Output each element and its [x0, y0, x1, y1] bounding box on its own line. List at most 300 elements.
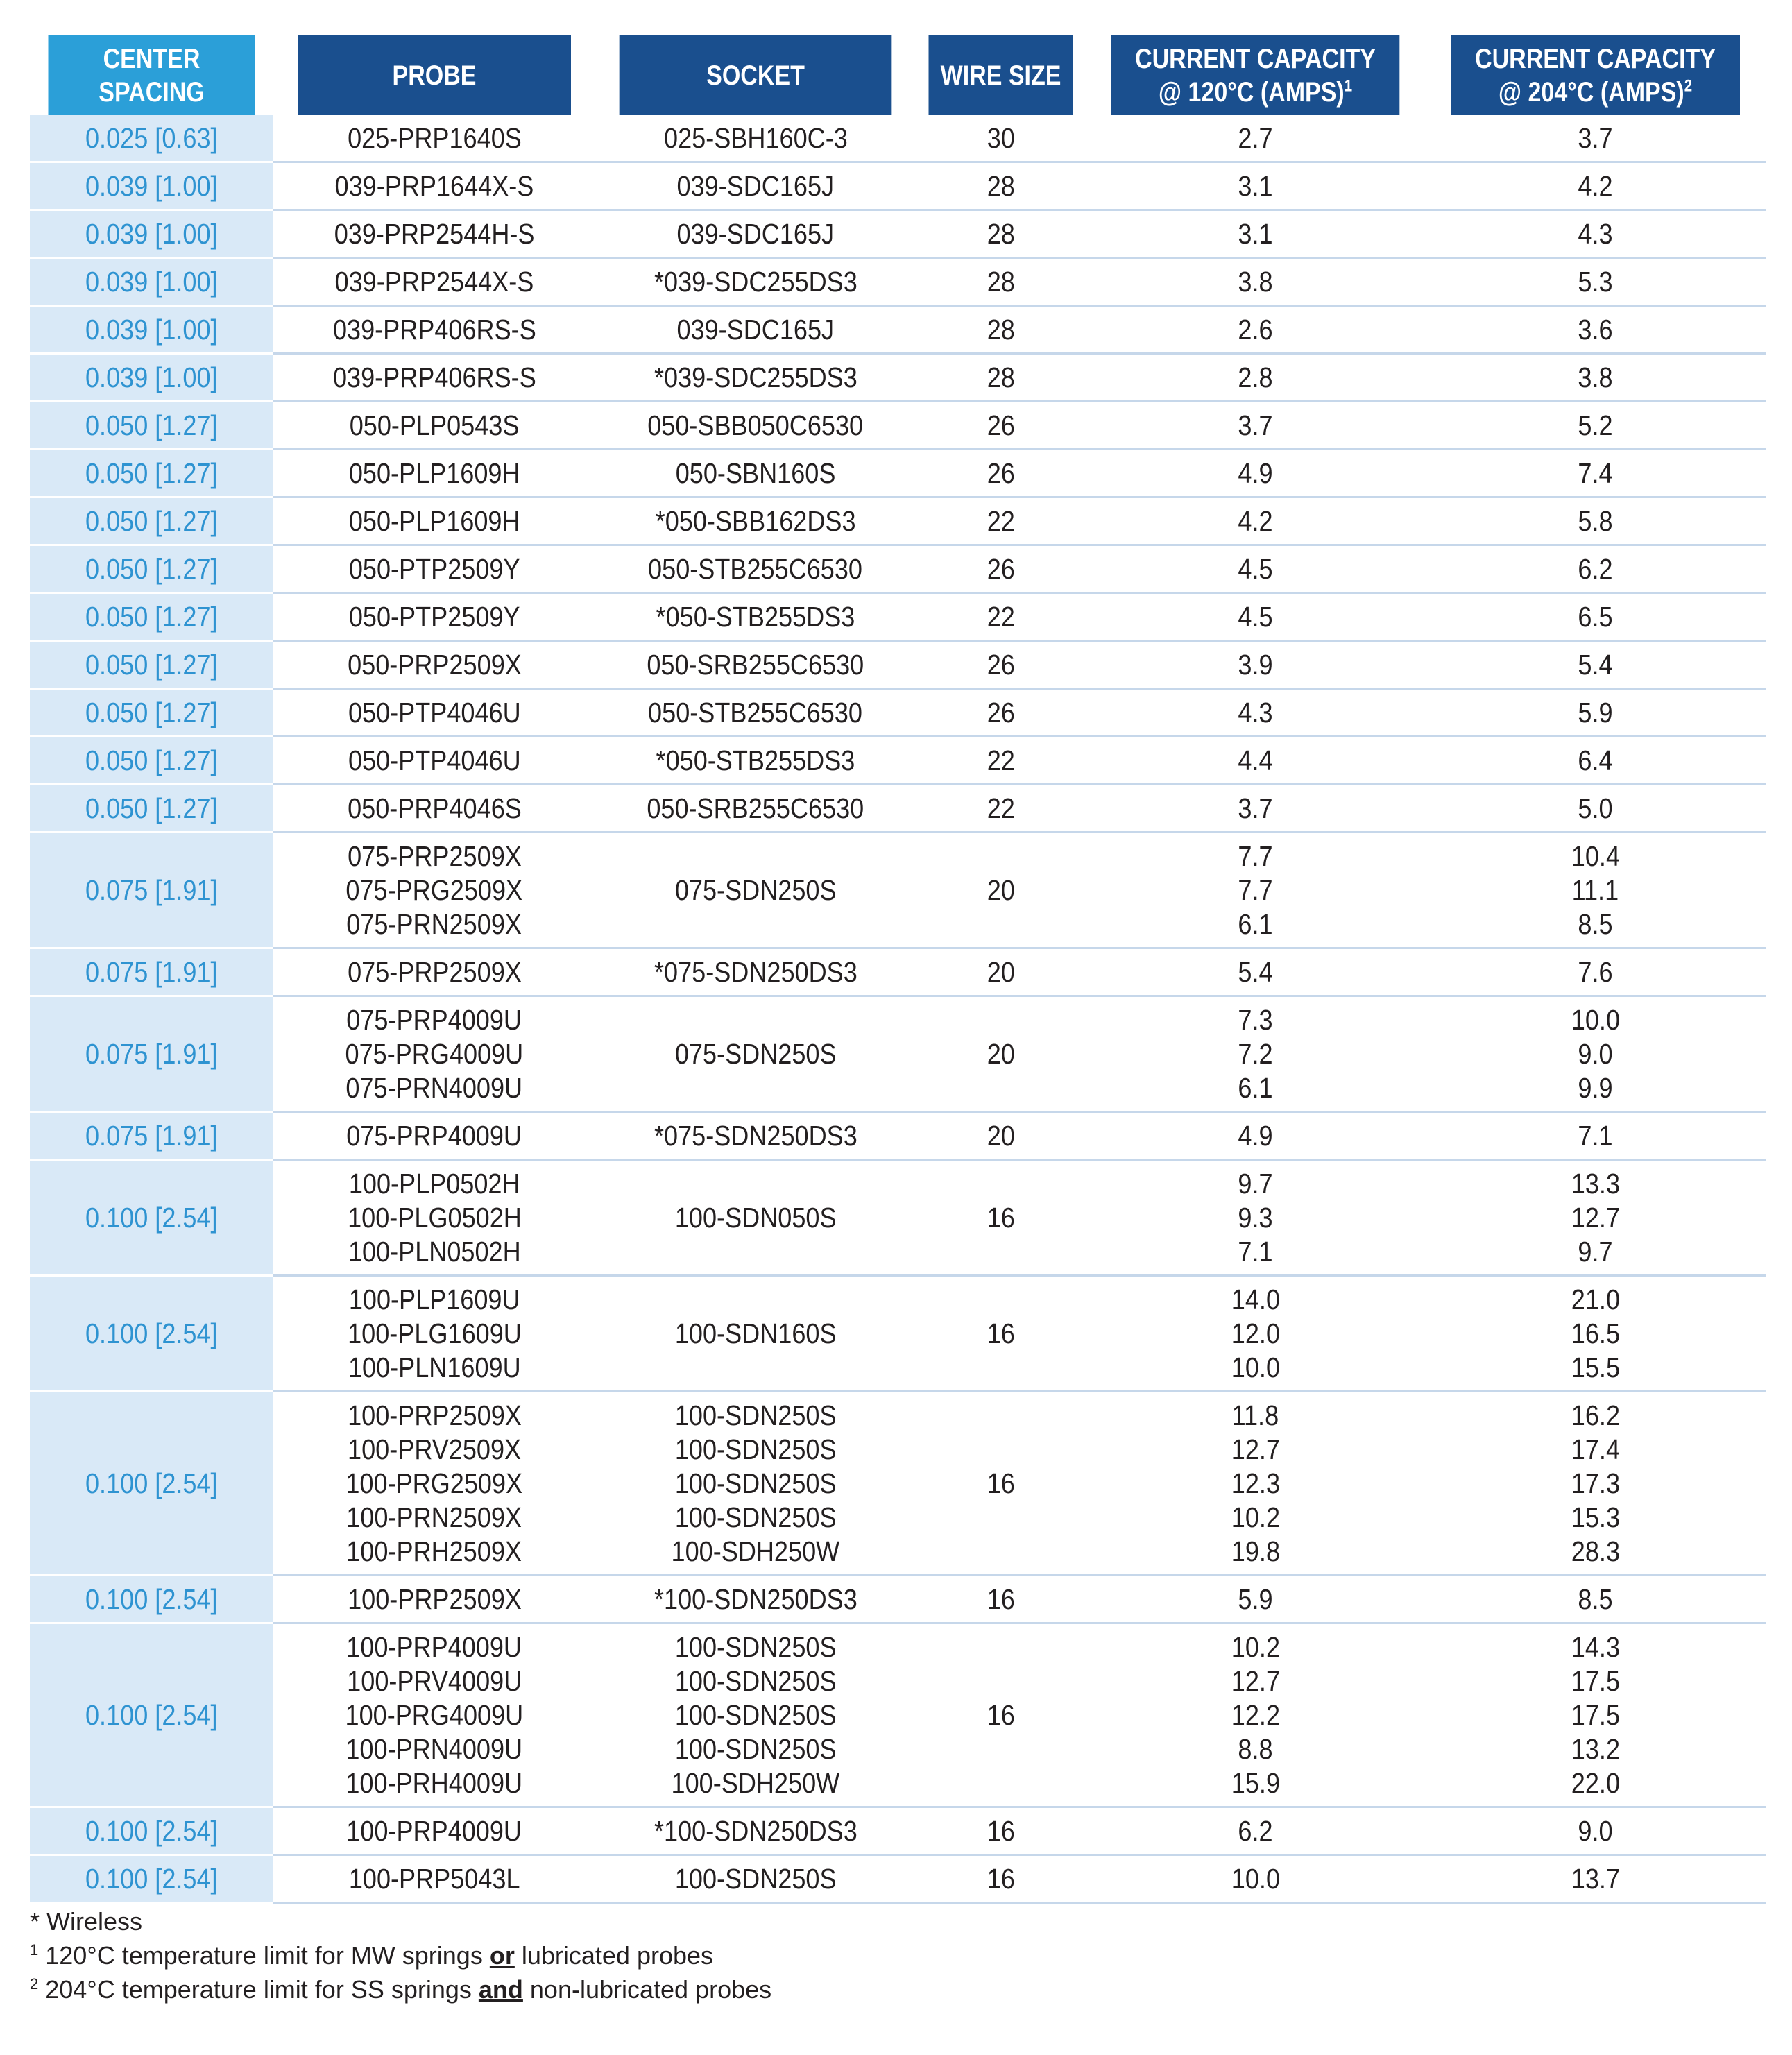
cell-socket — [595, 641, 916, 689]
cell-center-spacing-text: 0.075 [1.91] — [85, 874, 218, 906]
table-body — [30, 115, 1766, 1903]
cell-capacity-204-line — [1425, 839, 1766, 873]
cell-capacity-204-text: 5.4 — [1578, 649, 1613, 681]
cell-socket-text: 100-SDN250S — [674, 1863, 837, 1895]
cell-capacity-204 — [1425, 1392, 1766, 1576]
table-row — [30, 450, 1766, 497]
cell-probe-line — [273, 169, 595, 203]
cell-socket — [595, 306, 916, 354]
cell-capacity-120-line — [1086, 1698, 1425, 1732]
cell-socket-line — [595, 600, 916, 634]
cell-wire-size — [916, 115, 1086, 162]
cell-capacity-204-line — [1425, 1630, 1766, 1664]
cell-capacity-120 — [1086, 306, 1425, 354]
cell-capacity-120-text: 9.7 — [1238, 1168, 1273, 1200]
cell-capacity-204-line — [1425, 1698, 1766, 1732]
table-header — [30, 35, 1766, 115]
cell-center-spacing-text: 0.075 [1.91] — [85, 1038, 218, 1070]
cell-capacity-120-text: 7.7 — [1238, 874, 1273, 906]
cell-probe-text: 075-PRG2509X — [345, 874, 523, 906]
cell-probe-text: 100-PRH4009U — [345, 1767, 523, 1799]
cell-socket-text: *075-SDN250DS3 — [654, 956, 857, 988]
cell-capacity-204-line — [1425, 504, 1766, 538]
cell-probe-text: 100-PLP0502H — [348, 1168, 520, 1200]
cell-capacity-204-line — [1425, 1317, 1766, 1351]
table-row — [30, 1112, 1766, 1160]
cell-probe-text: 100-PRP5043L — [348, 1863, 520, 1895]
cell-capacity-120-text: 12.0 — [1231, 1318, 1280, 1349]
cell-capacity-120-line — [1086, 409, 1425, 443]
cell-socket — [595, 996, 916, 1112]
cell-capacity-204 — [1425, 737, 1766, 785]
cell-probe-line — [273, 1583, 595, 1617]
cell-capacity-204-line — [1425, 457, 1766, 491]
cell-capacity-120 — [1086, 545, 1425, 593]
cell-capacity-120 — [1086, 258, 1425, 306]
cell-center-spacing — [30, 833, 273, 948]
cell-socket-line — [595, 1317, 916, 1351]
cell-capacity-120-text: 19.8 — [1231, 1535, 1280, 1567]
cell-probe — [273, 1855, 595, 1903]
cell-probe — [273, 1807, 595, 1855]
cell-capacity-120-text: 4.5 — [1238, 553, 1273, 585]
cell-socket — [595, 593, 916, 641]
cell-socket — [595, 258, 916, 306]
cell-center-spacing-text: 0.100 [2.54] — [85, 1318, 218, 1349]
cell-capacity-120 — [1086, 948, 1425, 996]
cell-wire-size-text: 28 — [987, 314, 1015, 346]
cell-wire-size-text: 26 — [987, 697, 1015, 728]
cell-capacity-204-line — [1425, 409, 1766, 443]
cell-wire-size — [916, 545, 1086, 593]
cell-probe-text: 050-PLP1609H — [348, 457, 520, 489]
cell-wire-size — [916, 1855, 1086, 1903]
cell-capacity-204-text: 28.3 — [1571, 1535, 1620, 1567]
cell-capacity-204 — [1425, 641, 1766, 689]
cell-capacity-120-line — [1086, 744, 1425, 778]
cell-capacity-204-text: 3.6 — [1578, 314, 1613, 346]
table-row — [30, 162, 1766, 210]
cell-wire-size — [916, 785, 1086, 833]
cell-capacity-120-line — [1086, 792, 1425, 826]
cell-probe-line — [273, 409, 595, 443]
cell-probe-text: 100-PLG0502H — [347, 1202, 522, 1234]
cell-probe — [273, 497, 595, 545]
cell-capacity-120-line — [1086, 1003, 1425, 1037]
cell-center-spacing-text: 0.050 [1.27] — [85, 792, 218, 824]
cell-center-spacing-text: 0.050 [1.27] — [85, 649, 218, 681]
cell-capacity-204-text: 11.1 — [1571, 874, 1619, 906]
cell-socket — [595, 1112, 916, 1160]
cell-probe-line — [273, 1119, 595, 1153]
cell-capacity-204 — [1425, 593, 1766, 641]
cell-probe-line — [273, 1732, 595, 1766]
cell-capacity-120 — [1086, 1623, 1425, 1807]
cell-center-spacing-text: 0.100 [2.54] — [85, 1699, 218, 1731]
cell-center-spacing — [30, 1160, 273, 1276]
cell-probe-line — [273, 839, 595, 873]
cell-probe-text: 100-PRH2509X — [346, 1535, 522, 1567]
cell-probe-line — [273, 1698, 595, 1732]
cell-socket — [595, 402, 916, 450]
cell-capacity-120-line — [1086, 648, 1425, 682]
cell-capacity-120-line — [1086, 1317, 1425, 1351]
cell-center-spacing-text: 0.075 [1.91] — [85, 956, 218, 988]
cell-socket-text: *050-STB255DS3 — [656, 744, 855, 776]
cell-socket-line — [595, 1630, 916, 1664]
cell-socket-line — [595, 696, 916, 730]
cell-capacity-120-line — [1086, 1814, 1425, 1848]
table-row — [30, 1807, 1766, 1855]
cell-probe-text: 100-PLN1609U — [348, 1351, 521, 1383]
cell-probe — [273, 402, 595, 450]
cell-capacity-204 — [1425, 545, 1766, 593]
cell-capacity-120-line — [1086, 696, 1425, 730]
cell-capacity-120-text: 14.0 — [1231, 1284, 1280, 1315]
cell-probe-line — [273, 1862, 595, 1896]
cell-capacity-120-text: 12.3 — [1231, 1467, 1280, 1499]
cell-capacity-204 — [1425, 162, 1766, 210]
cell-capacity-120 — [1086, 833, 1425, 948]
cell-probe — [273, 737, 595, 785]
cell-capacity-204-text: 22.0 — [1571, 1767, 1620, 1799]
cell-capacity-120-text: 7.2 — [1238, 1038, 1273, 1070]
cell-wire-size-text: 28 — [987, 170, 1015, 202]
cell-center-spacing — [30, 1112, 273, 1160]
cell-wire-size — [916, 641, 1086, 689]
cell-socket-line — [595, 217, 916, 251]
cell-capacity-204 — [1425, 948, 1766, 996]
table-row — [30, 258, 1766, 306]
cell-capacity-120-line — [1086, 217, 1425, 251]
cell-probe-line — [273, 1501, 595, 1535]
cell-capacity-204-line — [1425, 792, 1766, 826]
cell-center-spacing — [30, 1276, 273, 1392]
cell-wire-size-text: 28 — [987, 266, 1015, 298]
note-footnote-2: $^2$ 204°C temperature limit for SS springs and non-lubricated probes — [30, 1975, 772, 2004]
cell-probe-text: 100-PRP2509X — [347, 1399, 522, 1431]
cell-probe-line — [273, 1071, 595, 1105]
cell-socket-line — [595, 504, 916, 538]
cell-capacity-120-line — [1086, 361, 1425, 395]
cell-wire-size-text: 26 — [987, 553, 1015, 585]
cell-capacity-204-text: 9.7 — [1578, 1236, 1613, 1268]
cell-socket-line — [595, 1535, 916, 1569]
cell-capacity-204-text: 16.5 — [1571, 1318, 1620, 1349]
cell-capacity-204-text: 5.9 — [1578, 697, 1613, 728]
cell-socket-text: 100-SDN250S — [674, 1665, 837, 1697]
cell-capacity-204-line — [1425, 907, 1766, 941]
cell-wire-size — [916, 833, 1086, 948]
cell-capacity-120-line — [1086, 955, 1425, 989]
cell-center-spacing-text: 0.039 [1.00] — [85, 361, 218, 393]
cell-capacity-204-line — [1425, 744, 1766, 778]
cell-capacity-204-line — [1425, 873, 1766, 907]
cell-capacity-204-line — [1425, 169, 1766, 203]
cell-capacity-204-line — [1425, 1766, 1766, 1800]
cell-wire-size — [916, 996, 1086, 1112]
cell-capacity-204-line — [1425, 1283, 1766, 1317]
cell-capacity-204-line — [1425, 1814, 1766, 1848]
cell-capacity-120 — [1086, 162, 1425, 210]
cell-capacity-204-line — [1425, 1501, 1766, 1535]
cell-capacity-120 — [1086, 1807, 1425, 1855]
cell-center-spacing-text: 0.100 [2.54] — [85, 1583, 218, 1615]
cell-capacity-120 — [1086, 1392, 1425, 1576]
cell-capacity-204-text: 15.5 — [1571, 1351, 1620, 1383]
cell-socket-text: 100-SDN250S — [674, 1433, 837, 1465]
cell-capacity-204 — [1425, 450, 1766, 497]
cell-wire-size-text: 16 — [987, 1583, 1015, 1615]
cell-center-spacing-text: 0.050 [1.27] — [85, 505, 218, 537]
cell-capacity-120-text: 5.9 — [1238, 1583, 1273, 1615]
cell-center-spacing — [30, 641, 273, 689]
cell-capacity-120-line — [1086, 1037, 1425, 1071]
cell-capacity-204 — [1425, 996, 1766, 1112]
cell-center-spacing — [30, 1576, 273, 1623]
cell-center-spacing — [30, 354, 273, 402]
header-socket: SOCKET — [620, 35, 892, 115]
cell-probe-line — [273, 265, 595, 299]
cell-wire-size — [916, 1112, 1086, 1160]
cell-capacity-120-line — [1086, 1433, 1425, 1467]
cell-probe — [273, 306, 595, 354]
cell-wire-size-text: 22 — [987, 792, 1015, 824]
cell-capacity-204-text: 6.2 — [1578, 553, 1613, 585]
cell-capacity-120-line — [1086, 1351, 1425, 1385]
cell-socket-line — [595, 169, 916, 203]
cell-socket — [595, 210, 916, 258]
cell-capacity-204-text: 12.7 — [1571, 1202, 1620, 1234]
cell-probe-line — [273, 1399, 595, 1433]
cell-center-spacing-text: 0.050 [1.27] — [85, 457, 218, 489]
cell-capacity-204-text: 5.8 — [1578, 505, 1613, 537]
table-row — [30, 402, 1766, 450]
cell-socket-text: 100-SDH250W — [671, 1535, 840, 1567]
cell-capacity-204 — [1425, 689, 1766, 737]
cell-capacity-204 — [1425, 1855, 1766, 1903]
cell-probe-text: 050-PTP4046U — [348, 744, 521, 776]
cell-wire-size-text: 16 — [987, 1318, 1015, 1349]
cell-socket-line — [595, 1467, 916, 1501]
cell-socket-line — [595, 1399, 916, 1433]
header-row — [30, 35, 1766, 115]
footnotes — [30, 1904, 1001, 2006]
cell-socket-line — [595, 1814, 916, 1848]
cell-capacity-120-text: 10.2 — [1231, 1501, 1280, 1533]
cell-center-spacing — [30, 785, 273, 833]
cell-capacity-120-line — [1086, 1235, 1425, 1269]
cell-socket — [595, 115, 916, 162]
header-probe: PROBE — [298, 35, 571, 115]
cell-capacity-120-text: 3.1 — [1238, 218, 1273, 250]
cell-capacity-120 — [1086, 785, 1425, 833]
cell-socket-line — [595, 1201, 916, 1235]
cell-capacity-120-text: 10.2 — [1231, 1631, 1280, 1663]
cell-capacity-204-line — [1425, 1119, 1766, 1153]
current-capacity-table — [30, 35, 1766, 1904]
cell-probe-line — [273, 1630, 595, 1664]
cell-capacity-204-line — [1425, 1535, 1766, 1569]
cell-probe-line — [273, 1664, 595, 1698]
cell-capacity-204-text: 17.3 — [1571, 1467, 1620, 1499]
cell-capacity-120-text: 3.7 — [1238, 792, 1273, 824]
cell-capacity-120-line — [1086, 839, 1425, 873]
cell-center-spacing — [30, 545, 273, 593]
cell-probe-line — [273, 121, 595, 155]
cell-capacity-204 — [1425, 402, 1766, 450]
cell-socket-text: 050-SRB255C6530 — [647, 792, 864, 824]
cell-capacity-204-line — [1425, 1664, 1766, 1698]
cell-center-spacing — [30, 115, 273, 162]
cell-probe — [273, 1392, 595, 1576]
cell-socket-text: 100-SDN250S — [674, 1467, 837, 1499]
header-wire-size: WIRE SIZE — [928, 35, 1073, 115]
cell-capacity-120-line — [1086, 169, 1425, 203]
cell-center-spacing-text: 0.039 [1.00] — [85, 314, 218, 346]
cell-wire-size-text: 26 — [987, 457, 1015, 489]
cell-capacity-204-line — [1425, 313, 1766, 347]
cell-socket-text: 100-SDN250S — [674, 1399, 837, 1431]
cell-capacity-120 — [1086, 1276, 1425, 1392]
cell-probe-text: 075-PRP2509X — [347, 840, 522, 872]
cell-probe-line — [273, 1235, 595, 1269]
cell-socket — [595, 354, 916, 402]
cell-probe-text: 050-PTP2509Y — [348, 601, 520, 633]
cell-wire-size — [916, 258, 1086, 306]
cell-capacity-120-text: 4.4 — [1238, 744, 1273, 776]
cell-capacity-120-line — [1086, 504, 1425, 538]
cell-capacity-120-line — [1086, 457, 1425, 491]
cell-capacity-120-text: 3.1 — [1238, 170, 1273, 202]
cell-center-spacing — [30, 450, 273, 497]
cell-capacity-204-line — [1425, 1037, 1766, 1071]
cell-socket-text: 100-SDN250S — [674, 1501, 837, 1533]
cell-capacity-120 — [1086, 402, 1425, 450]
cell-center-spacing — [30, 996, 273, 1112]
table-row — [30, 641, 1766, 689]
cell-probe-text: 039-PRP406RS-S — [332, 314, 536, 346]
cell-wire-size-text: 28 — [987, 218, 1015, 250]
cell-socket-text: 050-STB255C6530 — [648, 553, 863, 585]
cell-probe-line — [273, 1351, 595, 1385]
cell-probe-text: 100-PLN0502H — [348, 1236, 521, 1268]
cell-capacity-204-text: 5.2 — [1578, 409, 1613, 441]
cell-probe-line — [273, 1167, 595, 1201]
note-footnote-1: $^1$ 120°C temperature limit for MW springs or lubricated probes — [30, 1941, 714, 1970]
cell-socket-line — [595, 1119, 916, 1153]
cell-capacity-204-line — [1425, 1433, 1766, 1467]
table-row — [30, 996, 1766, 1112]
cell-center-spacing — [30, 210, 273, 258]
cell-probe-text: 050-PRP4046S — [347, 792, 522, 824]
cell-capacity-204 — [1425, 1807, 1766, 1855]
table-row — [30, 785, 1766, 833]
cell-capacity-204-text: 17.5 — [1571, 1665, 1620, 1697]
cell-socket-text: *039-SDC255DS3 — [654, 266, 857, 298]
cell-capacity-204-text: 8.5 — [1578, 908, 1613, 940]
cell-socket-text: 100-SDH250W — [671, 1767, 840, 1799]
cell-probe — [273, 833, 595, 948]
cell-socket-text: 039-SDC165J — [676, 314, 835, 346]
table-row — [30, 115, 1766, 162]
cell-probe-line — [273, 744, 595, 778]
cell-socket — [595, 948, 916, 996]
cell-capacity-204-text: 8.5 — [1578, 1583, 1613, 1615]
cell-wire-size — [916, 1623, 1086, 1807]
cell-probe-text: 075-PRN4009U — [345, 1072, 523, 1104]
cell-capacity-120-text: 7.1 — [1238, 1236, 1273, 1268]
table-row — [30, 1392, 1766, 1576]
cell-socket-text: 050-STB255C6530 — [648, 697, 863, 728]
cell-capacity-204 — [1425, 497, 1766, 545]
cell-capacity-204-text: 10.4 — [1571, 840, 1620, 872]
cell-probe-line — [273, 1433, 595, 1467]
cell-capacity-204 — [1425, 1276, 1766, 1392]
cell-capacity-120-line — [1086, 600, 1425, 634]
cell-probe-line — [273, 696, 595, 730]
cell-capacity-204-text: 7.4 — [1578, 457, 1613, 489]
cell-probe-text: 100-PRV4009U — [346, 1665, 522, 1697]
cell-wire-size — [916, 593, 1086, 641]
cell-capacity-120 — [1086, 1160, 1425, 1276]
cell-probe-text: 100-PRG4009U — [345, 1699, 524, 1731]
cell-capacity-120 — [1086, 737, 1425, 785]
cell-socket-line — [595, 409, 916, 443]
cell-wire-size-text: 26 — [987, 409, 1015, 441]
table-row — [30, 593, 1766, 641]
cell-capacity-120 — [1086, 996, 1425, 1112]
cell-center-spacing-text: 0.039 [1.00] — [85, 266, 218, 298]
cell-probe-line — [273, 361, 595, 395]
cell-probe-line — [273, 217, 595, 251]
cell-capacity-204-line — [1425, 1071, 1766, 1105]
cell-wire-size — [916, 450, 1086, 497]
cell-socket — [595, 1276, 916, 1392]
cell-capacity-120 — [1086, 1112, 1425, 1160]
cell-capacity-120-text: 10.0 — [1231, 1351, 1280, 1383]
table-row — [30, 1855, 1766, 1903]
cell-center-spacing-text: 0.039 [1.00] — [85, 218, 218, 250]
cell-capacity-120-text: 3.7 — [1238, 409, 1273, 441]
cell-probe-line — [273, 1766, 595, 1800]
cell-probe-line — [273, 1201, 595, 1235]
cell-probe — [273, 948, 595, 996]
cell-capacity-120-text: 2.8 — [1238, 361, 1273, 393]
cell-socket — [595, 1160, 916, 1276]
cell-capacity-120-text: 12.2 — [1231, 1699, 1280, 1731]
cell-wire-size-text: 16 — [987, 1699, 1015, 1731]
cell-capacity-120-text: 6.1 — [1238, 1072, 1273, 1104]
cell-capacity-204-line — [1425, 1399, 1766, 1433]
cell-probe-text: 075-PRP4009U — [346, 1120, 522, 1152]
cell-socket-text: 075-SDN250S — [674, 1038, 837, 1070]
cell-wire-size — [916, 497, 1086, 545]
cell-capacity-120-line — [1086, 1399, 1425, 1433]
cell-probe — [273, 689, 595, 737]
cell-wire-size-text: 22 — [987, 601, 1015, 633]
cell-capacity-120 — [1086, 1855, 1425, 1903]
cell-capacity-120-text: 4.9 — [1238, 457, 1273, 489]
cell-capacity-204-text: 5.3 — [1578, 266, 1613, 298]
cell-capacity-204-line — [1425, 696, 1766, 730]
cell-probe-text: 100-PRP2509X — [347, 1583, 522, 1615]
cell-capacity-120 — [1086, 593, 1425, 641]
cell-socket-line — [595, 792, 916, 826]
cell-capacity-204-text: 13.7 — [1571, 1863, 1620, 1895]
cell-capacity-120-text: 11.8 — [1231, 1399, 1279, 1431]
cell-probe-text: 075-PRG4009U — [345, 1038, 524, 1070]
